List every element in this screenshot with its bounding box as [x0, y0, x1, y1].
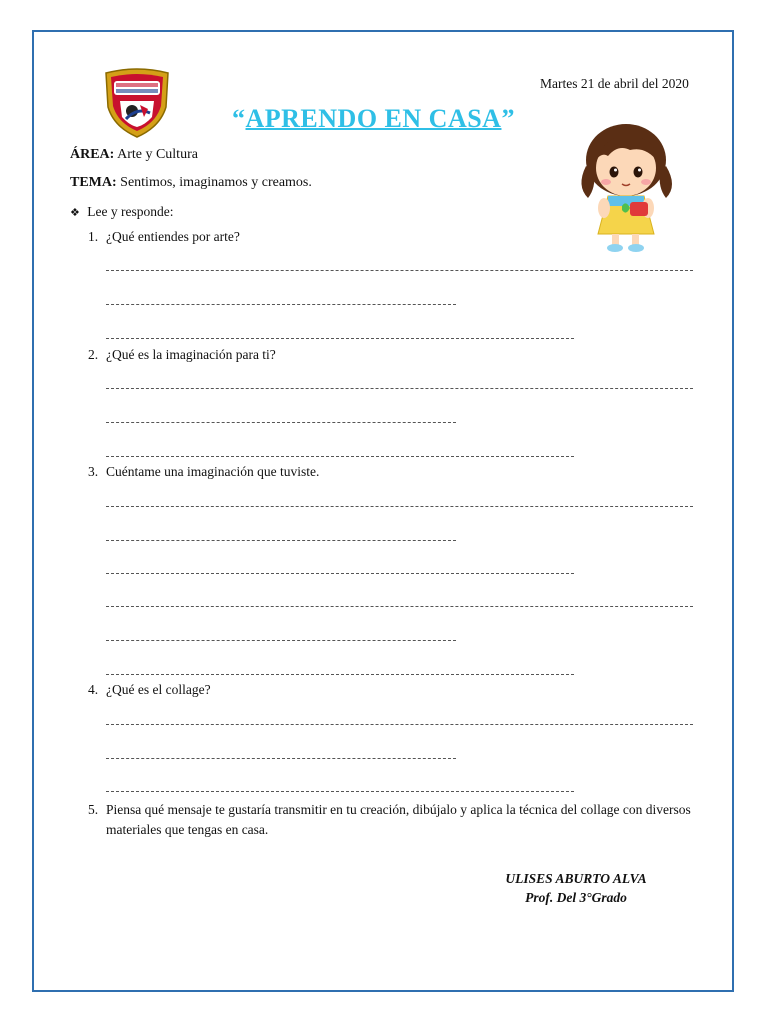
- area-value: Arte y Cultura: [117, 147, 198, 162]
- question-5: [88, 800, 703, 840]
- question-number: 4.: [88, 682, 99, 697]
- answer-line[interactable]: [106, 674, 574, 675]
- answer-line[interactable]: [106, 422, 456, 423]
- question-number: 5.: [88, 802, 99, 817]
- answer-line[interactable]: [106, 791, 574, 792]
- question-number: 1.: [88, 229, 99, 244]
- teacher-signature: [440, 869, 712, 907]
- answer-line[interactable]: [106, 640, 456, 641]
- answer-line[interactable]: [106, 304, 456, 305]
- instructions-text: Lee y responde:: [87, 204, 174, 219]
- answer-line[interactable]: [106, 724, 693, 725]
- answer-line[interactable]: [106, 758, 456, 759]
- question-text: ¿Qué es el collage?: [106, 682, 211, 697]
- instructions: [70, 204, 173, 220]
- date-text: Martes 21 de abril del 2020: [540, 76, 689, 91]
- title-text: APRENDO EN CASA: [245, 104, 502, 133]
- answer-line[interactable]: [106, 540, 456, 541]
- tema-row: [70, 175, 312, 191]
- school-shield-logo: [100, 67, 174, 139]
- answer-line[interactable]: [106, 506, 693, 507]
- answer-line[interactable]: [106, 338, 574, 339]
- close-quote: ”: [501, 104, 515, 133]
- question-text: Cuéntame una imaginación que tuviste.: [106, 464, 320, 479]
- tema-value: Sentimos, imaginamos y creamos.: [120, 175, 312, 190]
- question-number: 2.: [88, 347, 99, 362]
- girl-illustration: [568, 116, 686, 256]
- teacher-role: Prof. Del 3°Grado: [525, 890, 627, 905]
- question-4: [88, 682, 211, 698]
- worksheet-title: [232, 104, 515, 134]
- teacher-name: ULISES ABURTO ALVA: [505, 871, 647, 886]
- question-2: [88, 347, 276, 363]
- question-text: ¿Qué entiendes por arte?: [106, 229, 240, 244]
- question-text: ¿Qué es la imaginación para ti?: [106, 347, 276, 362]
- tema-label: TEMA:: [70, 175, 117, 190]
- area-row: [70, 147, 198, 163]
- open-quote: “: [232, 104, 246, 133]
- question-3: [88, 464, 319, 480]
- answer-line[interactable]: [106, 270, 693, 271]
- answer-line[interactable]: [106, 573, 574, 574]
- answer-line[interactable]: [106, 606, 693, 607]
- answer-line[interactable]: [106, 456, 574, 457]
- question-1: [88, 229, 240, 245]
- answer-line[interactable]: [106, 388, 693, 389]
- diamond-bullet-icon: ❖: [70, 206, 80, 219]
- area-label: ÁREA:: [70, 147, 115, 162]
- question-number: 3.: [88, 464, 99, 479]
- question-text: Piensa qué mensaje te gustaría transmitir en tu creación, dibújalo y aplica la técnica del collage con diversos materiales que tengas en casa.: [106, 802, 691, 837]
